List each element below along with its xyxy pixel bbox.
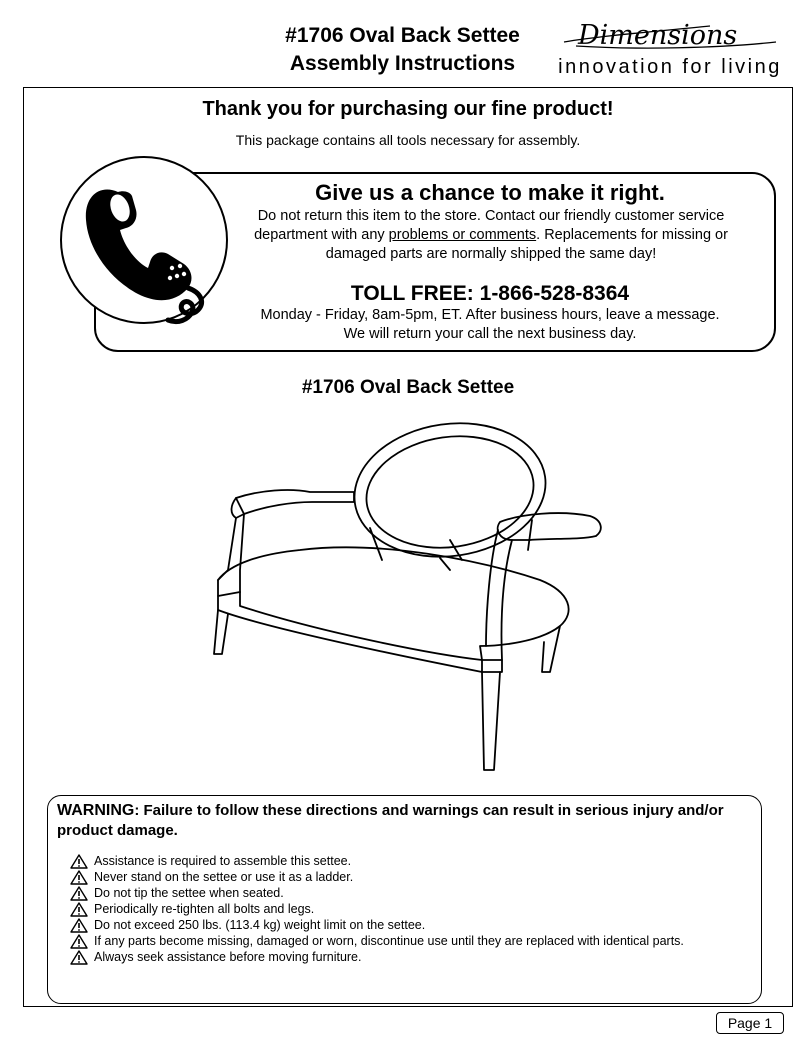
service-heading: Give us a chance to make it right. xyxy=(315,180,665,205)
warning-triangle-icon xyxy=(70,950,88,965)
warning-item-text: Always seek assistance before moving furniture. xyxy=(94,950,362,964)
warning-item xyxy=(70,853,760,869)
toll-free-number: TOLL FREE: 1-866-528-8364 xyxy=(350,282,630,305)
warning-text: : Failure to follow these directions and warnings can result in serious injury and/or product damage. xyxy=(57,802,724,839)
service-text-a: Do not return this item to the store. Contact our friendly customer service department with any xyxy=(254,208,725,243)
problems-link[interactable]: problems or comments xyxy=(388,227,537,243)
brand-wordmark xyxy=(560,16,782,52)
settee-illustration xyxy=(200,410,620,780)
warning-item-text: Do not exceed 250 lbs. (113.4 kg) weight limit on the settee. xyxy=(94,918,426,932)
warning-item-text: Assistance is required to assemble this settee. xyxy=(94,854,352,868)
warning-triangle-icon xyxy=(70,918,88,933)
brand-tagline: innovation for living xyxy=(558,56,782,78)
warning-item-text: Periodically re-tighten all bolts and legs. xyxy=(94,902,315,916)
title-line-1: #1706 Oval Back Settee xyxy=(285,24,520,47)
warning-triangle-icon xyxy=(70,854,88,869)
brand-name: Dimensions xyxy=(578,20,738,51)
warning-triangle-icon xyxy=(70,902,88,917)
warning-item xyxy=(70,949,760,965)
warning-item xyxy=(70,917,760,933)
document-title xyxy=(270,22,535,78)
thank-you-heading: Thank you for purchasing our fine product! xyxy=(202,98,614,120)
warning-item xyxy=(70,933,760,949)
hours-line-1: Monday - Friday, 8am-5pm, ET. After business hours, leave a message. xyxy=(260,307,720,323)
warning-item-text: Never stand on the settee or use it as a ladder. xyxy=(94,870,354,884)
brand-logo xyxy=(550,14,790,84)
warning-list xyxy=(70,853,760,965)
warning-heading xyxy=(57,801,757,841)
package-contents-note: This package contains all tools necessary for assembly. xyxy=(235,132,581,148)
warning-label: WARNING xyxy=(57,802,135,819)
title-line-2: Assembly Instructions xyxy=(289,52,516,75)
warning-triangle-icon xyxy=(70,886,88,901)
business-hours xyxy=(228,306,752,344)
telephone-handset-icon xyxy=(60,156,228,336)
warning-item xyxy=(70,885,760,901)
warning-triangle-icon xyxy=(70,870,88,885)
hours-line-2: We will return your call the next business day. xyxy=(343,326,637,342)
warning-item-text: Do not tip the settee when seated. xyxy=(94,886,284,900)
warning-triangle-icon xyxy=(70,934,88,949)
page-number: Page 1 xyxy=(716,1012,784,1034)
warning-item-text: If any parts become missing, damaged or worn, discontinue use until they are replaced with identical parts. xyxy=(94,934,684,948)
warning-item xyxy=(70,869,760,885)
service-paragraph xyxy=(232,207,750,264)
product-heading: #1706 Oval Back Settee xyxy=(301,377,515,398)
warning-item xyxy=(70,901,760,917)
service-text-b: . Replacements for missing or damaged parts are normally shipped the same day! xyxy=(325,227,728,262)
